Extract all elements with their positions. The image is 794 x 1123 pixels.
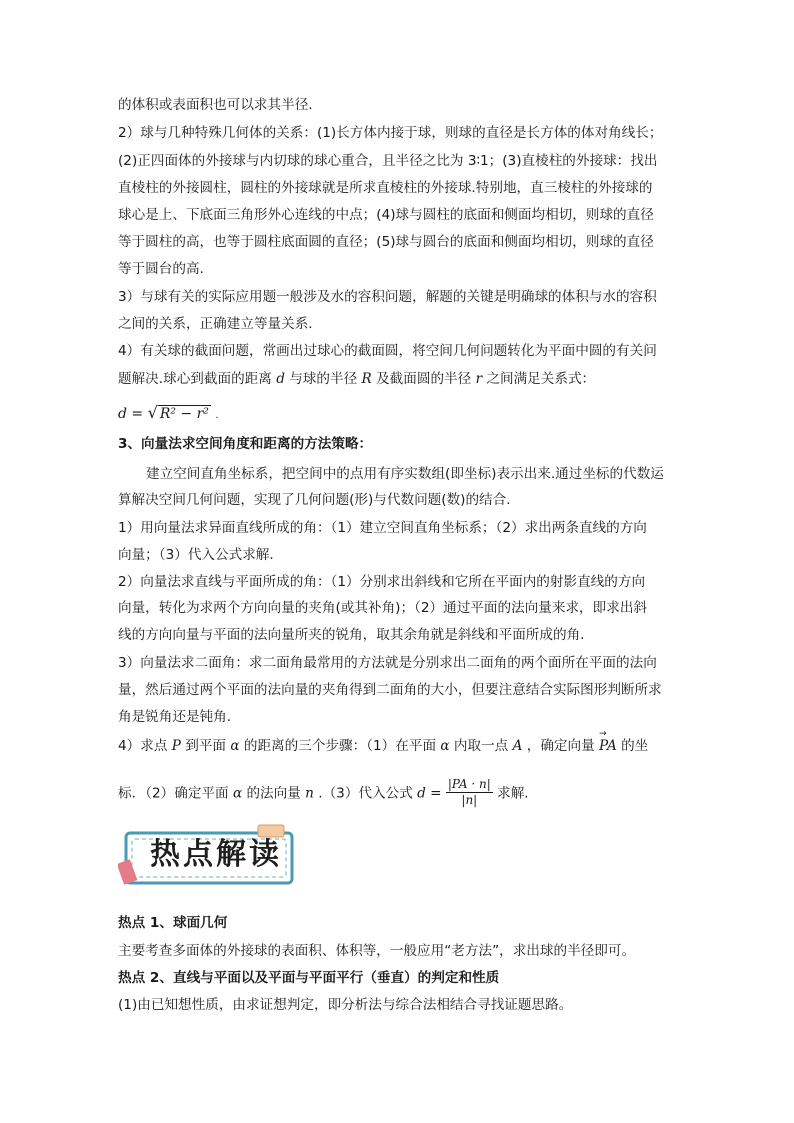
hotspot-title: 热点 1、球面几何 xyxy=(118,915,228,931)
fraction-denominator: |n| xyxy=(461,793,478,807)
text-line-with-formula: 标．（2）确定平面 α 的法向量 n .（3）代入公式 d = $\frac{|PA \cdot n|}{|n|}$ 求解. xyxy=(118,777,529,807)
text-line: 建立空间直角坐标系，把空间中的点用有序实数组(即坐标)表示出来.通过坐标的代数运 xyxy=(146,466,664,482)
sqrt-icon: √ xyxy=(147,403,158,422)
hot-topic-banner xyxy=(118,823,298,891)
text-line: 算解决空间几何问题，实现了几何问题(形)与代数问题(数)的结合. xyxy=(118,492,511,508)
text-line: 2）球与几种特殊几何体的关系：(1)长方体内接于球，则球的直径是长方体的体对角线长； xyxy=(118,125,663,141)
text-line: 3）与球有关的实际应用题一般涉及水的容积问题，解题的关键是明确球的体积与水的容积 xyxy=(118,289,657,305)
text-line: 4）有关球的截面问题，常画出过球心的截面圆，将空间几何问题转化为平面中圆的有关问 xyxy=(118,343,657,359)
vector-arrow-icon: → xyxy=(599,729,606,739)
formula-sphere-section: d = √ R² − r² . xyxy=(118,403,219,422)
distance-fraction xyxy=(446,777,493,808)
text-line: (1)由已知想性质，由求证想判定，即分析法与综合法相结合寻找证题思路。 xyxy=(118,997,573,1013)
text-line: 角是锐角还是钝角. xyxy=(118,709,232,725)
text-line: 等于圆柱的高，也等于圆柱底面圆的直径；(5)球与圆台的底面和侧面均相切，则球的直径 xyxy=(118,234,654,250)
text-line: 量，然后通过两个平面的法向量的夹角得到二面角的大小，但要注意结合实际图形判断所求 xyxy=(118,682,662,698)
math-d: d xyxy=(276,371,285,387)
text-line: 3）向量法求二面角：求二面角最常用的方法就是分别求出二面角的两个面所在平面的法向 xyxy=(118,655,657,671)
fraction-numerator: |PA · n| xyxy=(447,777,491,791)
math-r: r xyxy=(475,371,483,387)
text-line: 的体积或表面积也可以求其半径. xyxy=(118,97,313,113)
hotspot-title: 热点 2、直线与平面以及平面与平面平行（垂直）的判定和性质 xyxy=(118,970,500,986)
text-line: 线的方向向量与平面的法向量所夹的锐角，取其余角就是斜线和平面所成的角. xyxy=(118,627,585,643)
vector-PA: → PA xyxy=(599,729,617,754)
text-line: 主要考查多面体的外接球的表面积、体积等，一般应用“老方法”，求出球的半径即可。 xyxy=(118,943,636,959)
text-line: 向量；（3）代入公式求解. xyxy=(118,547,274,563)
text-line: 向量，转化为求两个方向向量的夹角(或其补角)；（2）通过平面的法向量来求，即求出斜 xyxy=(118,600,648,616)
text-line-with-math: 题解决.球心到截面的距离 d 与球的半径 R 及截面圆的半径 r 之间满足关系式： xyxy=(118,371,596,387)
banner-title: 热点解读 xyxy=(150,837,282,872)
section-title: 3、向量法求空间角度和距离的方法策略： xyxy=(118,436,373,452)
text-line: 等于圆台的高. xyxy=(118,261,204,277)
math-R: R xyxy=(361,371,372,387)
text-line: (2)正四面体的外接球与内切球的球心重合，且半径之比为 3∶1；(3)直棱柱的外接球：找出 xyxy=(118,153,658,169)
text-line: 直棱柱的外接圆柱，圆柱的外接球就是所求直棱柱的外接球.特别地，直三棱柱的外接球的 xyxy=(118,180,653,196)
text-line: 2）向量法求直线与平面所成的角：（1）分别求出斜线和它所在平面内的射影直线的方向 xyxy=(118,574,646,590)
text-line: 1）用向量法求异面直线所成的角：（1）建立空间直角坐标系；（2）求出两条直线的方向 xyxy=(118,520,647,536)
text-line-with-math: 4）求点 P 到平面 α 的距离的三个步骤：（1）在平面 α 内取一点 A ，确定向量 → PA 的坐 xyxy=(118,729,649,754)
text-line: 之间的关系，正确建立等量关系. xyxy=(118,316,313,332)
text-line: 球心是上、下底面三角形外心连线的中点；(4)球与圆柱的底面和侧面均相切，则球的直径 xyxy=(118,207,654,223)
